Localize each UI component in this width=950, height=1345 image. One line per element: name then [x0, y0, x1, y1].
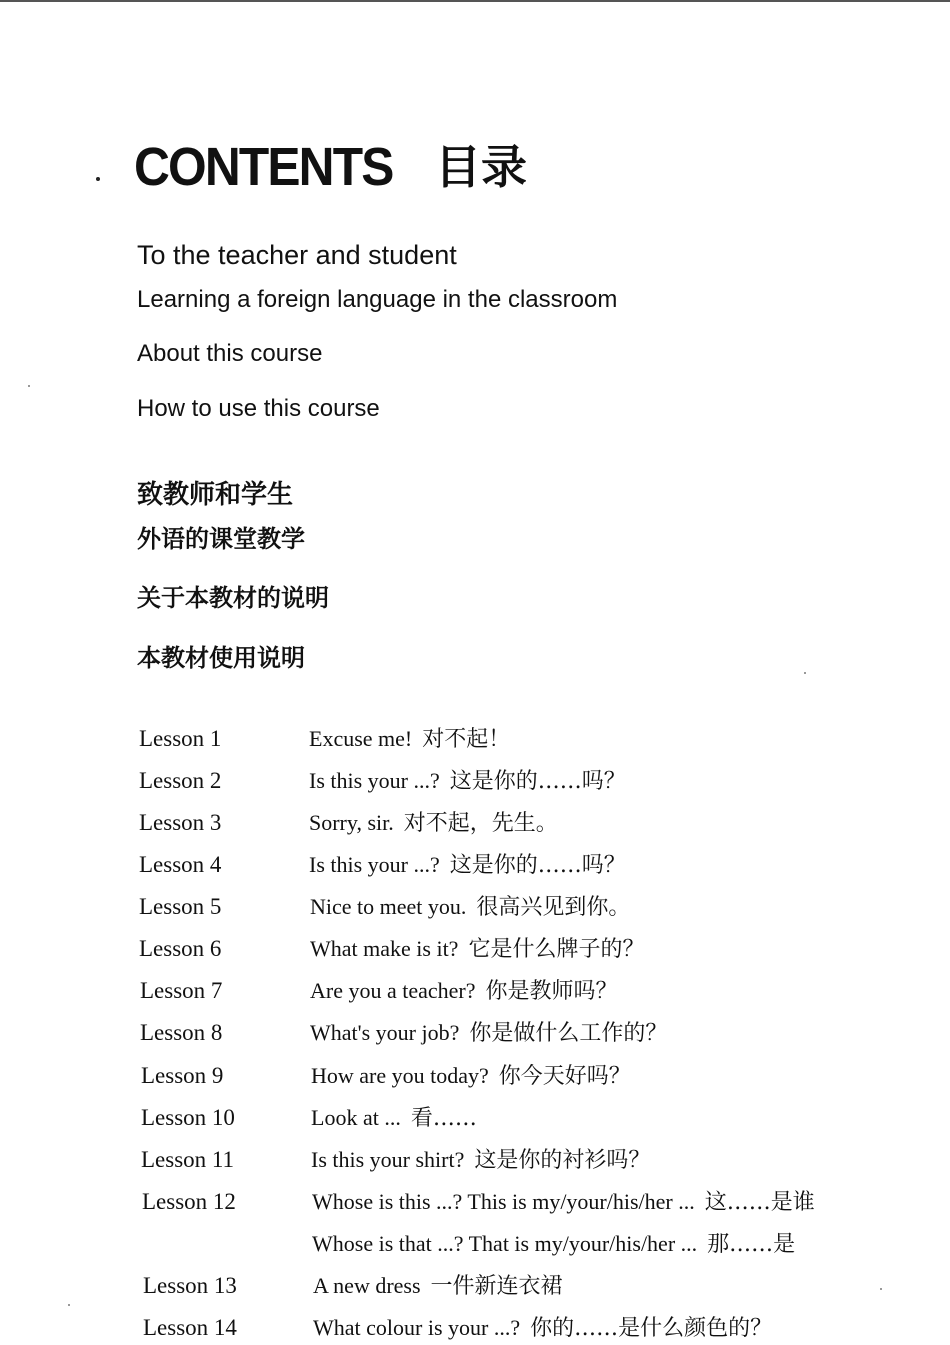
lesson-title	[310, 1016, 667, 1051]
intro-item-zh: 关于本教材的说明	[137, 584, 329, 612]
lesson-title	[311, 1101, 477, 1136]
lesson-title	[309, 764, 626, 799]
intro-item-en: About this course	[137, 340, 323, 367]
lesson-title-zh: 这……是谁	[704, 1190, 815, 1215]
list-item	[0, 1101, 950, 1135]
lesson-title-en: Are you a teacher?	[310, 978, 476, 1003]
lesson-title	[309, 848, 626, 883]
lesson-title	[312, 1185, 815, 1220]
list-item	[0, 974, 950, 1008]
lesson-title-en: How are you today?	[311, 1063, 489, 1088]
intro-item-en: Learning a foreign language in the classroom	[137, 286, 618, 313]
lesson-title-en: Whose is that ...? That is my/your/his/her ...	[312, 1231, 698, 1256]
lesson-title-zh: 你是教师吗？	[485, 979, 618, 1004]
lesson-title-en: Look at ...	[311, 1105, 401, 1130]
lesson-title-zh: 这是你的……吗？	[449, 853, 626, 878]
lesson-label: Lesson 3	[139, 810, 222, 835]
list-item	[0, 722, 950, 756]
lesson-title-en: Is this your ...?	[309, 852, 440, 877]
lesson-title	[311, 1059, 631, 1094]
lesson-label: Lesson 7	[140, 978, 223, 1003]
list-item	[0, 806, 950, 840]
intro-item-zh: 外语的课堂教学	[137, 525, 305, 553]
list-item	[0, 890, 950, 924]
lesson-title-en: What's your job?	[310, 1020, 460, 1045]
lesson-label: Lesson 12	[142, 1189, 236, 1214]
lesson-title-en: Nice to meet you.	[310, 894, 467, 919]
intro-heading-en: To the teacher and student	[137, 240, 457, 270]
intro-heading-zh: 致教师和学生	[137, 480, 294, 510]
lesson-title-zh: 一件新连衣裙	[430, 1274, 563, 1299]
list-item	[0, 1227, 950, 1261]
lesson-title	[313, 1269, 563, 1304]
lesson-title-zh: 看……	[410, 1106, 477, 1131]
lesson-label: Lesson 2	[139, 768, 222, 793]
intro-item-zh: 本教材使用说明	[137, 644, 305, 672]
lesson-title-en: Is this your ...?	[309, 768, 440, 793]
lesson-title-en: What make is it?	[310, 936, 459, 961]
lesson-title	[309, 806, 558, 841]
list-item	[0, 1143, 950, 1177]
lesson-title	[309, 722, 510, 757]
lesson-label: Lesson 14	[143, 1315, 237, 1340]
lesson-label: Lesson 8	[140, 1020, 223, 1045]
scan-speck	[880, 1288, 882, 1290]
lesson-title-zh: 你的……是什么颜色的？	[530, 1316, 773, 1341]
lesson-title-zh: 对不起！	[422, 727, 511, 752]
lesson-title-en: Excuse me!	[309, 726, 413, 751]
title-chinese: 目录	[435, 140, 527, 194]
lesson-title-zh: 你今天好吗？	[498, 1064, 631, 1089]
title-english: CONTENTS	[134, 137, 393, 197]
lesson-label: Lesson 11	[141, 1147, 235, 1172]
lesson-title-zh: 对不起，先生。	[403, 811, 558, 836]
lesson-title-en: Whose is this ...? This is my/your/his/her ...	[312, 1189, 695, 1214]
scan-speck	[804, 672, 806, 674]
lesson-label: Lesson 5	[139, 894, 222, 919]
scan-speck	[68, 1304, 70, 1306]
list-item	[0, 1311, 950, 1345]
intro-item-en: How to use this course	[137, 395, 380, 422]
lesson-title	[310, 974, 618, 1009]
lesson-title	[312, 1227, 795, 1262]
lesson-label: Lesson 9	[141, 1063, 224, 1088]
lesson-label: Lesson 10	[141, 1105, 235, 1130]
lesson-title	[311, 1143, 650, 1178]
scan-speck	[28, 385, 30, 387]
list-item	[0, 1059, 950, 1093]
list-item	[0, 1016, 950, 1050]
lesson-title-zh: 你是做什么工作的？	[469, 1021, 668, 1046]
lesson-title	[313, 1311, 772, 1345]
list-item	[0, 1185, 950, 1219]
lesson-label: Lesson 13	[143, 1273, 237, 1298]
lesson-title-en: Is this your shirt?	[311, 1147, 465, 1172]
lesson-title-zh: 这是你的衬衫吗？	[474, 1148, 651, 1173]
lesson-title	[310, 890, 630, 925]
lesson-title-zh: 这是你的……吗？	[449, 769, 626, 794]
lesson-label: Lesson 1	[139, 726, 222, 751]
list-item	[0, 1269, 950, 1303]
lesson-label: Lesson 6	[139, 936, 222, 961]
lesson-title	[310, 932, 644, 967]
lesson-title-zh: 很高兴见到你。	[476, 895, 631, 920]
lesson-label: Lesson 4	[139, 852, 222, 877]
lesson-title-en: A new dress	[313, 1273, 421, 1298]
lesson-title-en: Sorry, sir.	[309, 810, 394, 835]
list-item	[0, 764, 950, 798]
list-item	[0, 932, 950, 966]
list-item	[0, 848, 950, 882]
lesson-title-en: What colour is your ...?	[313, 1315, 521, 1340]
lesson-title-zh: 它是什么牌子的？	[468, 937, 645, 962]
lesson-title-zh: 那……是	[707, 1232, 796, 1257]
